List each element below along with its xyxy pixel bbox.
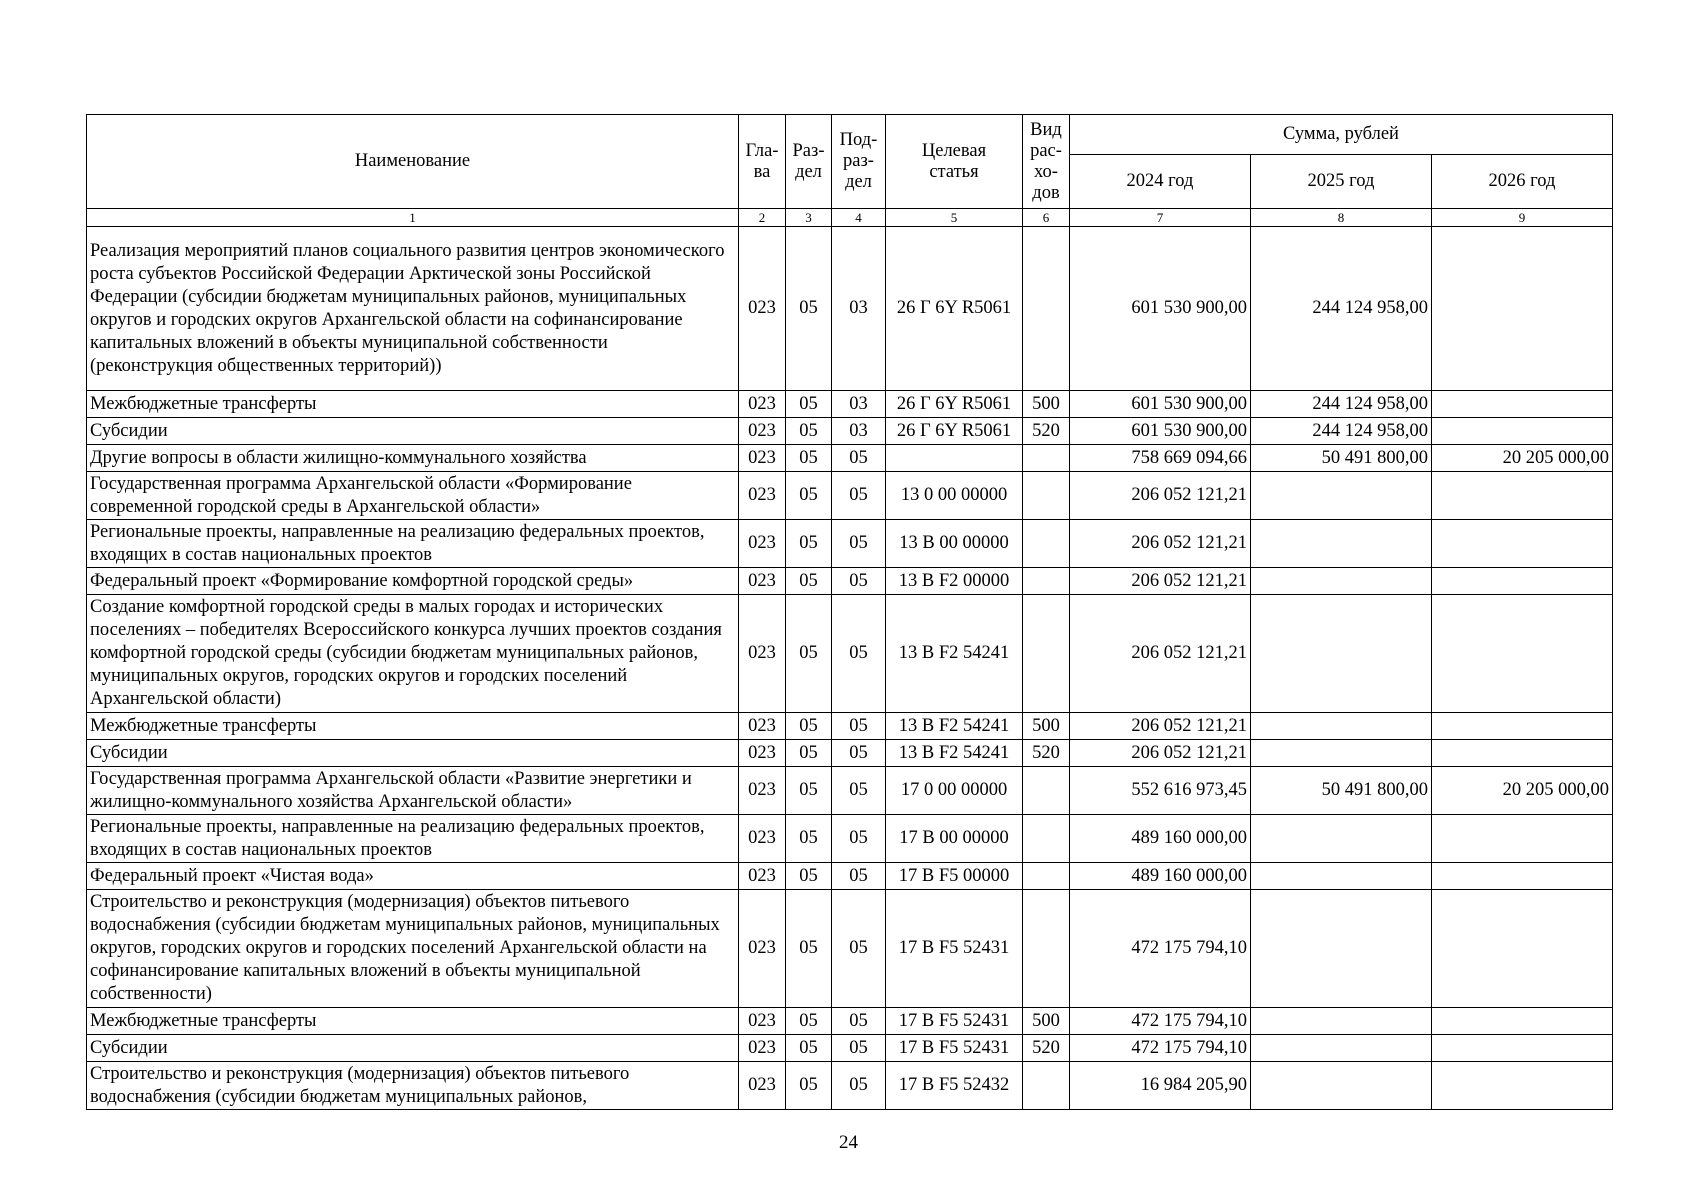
row-glava: 023 — [739, 472, 786, 520]
row-razdel: 05 — [786, 227, 832, 391]
row-name: Межбюджетные трансферты — [87, 1008, 739, 1035]
row-2025: 244 124 958,00 — [1251, 391, 1432, 418]
row-celevaya — [886, 445, 1023, 472]
row-celevaya: 13 0 00 00000 — [886, 472, 1023, 520]
table-row — [87, 445, 1613, 472]
row-vid — [1023, 1062, 1070, 1110]
row-2026 — [1432, 227, 1613, 391]
row-vid — [1023, 472, 1070, 520]
row-razdel: 05 — [786, 568, 832, 595]
row-name: Строительство и реконструкция (модернизация) объектов питьевого водоснабжения (субсидии бюджетам муниципальных районов, муниципальных округов, городских округов и городских поселений Архангельской области на софинансирование капитальных вложений в объекты муниципальной собственности) — [87, 890, 739, 1008]
row-podrazdel: 05 — [832, 1062, 886, 1110]
row-razdel: 05 — [786, 815, 832, 863]
row-vid — [1023, 227, 1070, 391]
table-row — [87, 890, 1613, 1008]
row-vid: 520 — [1023, 740, 1070, 767]
row-2025 — [1251, 863, 1432, 890]
row-2024: 206 052 121,21 — [1070, 713, 1251, 740]
table-row — [87, 391, 1613, 418]
row-2026 — [1432, 1035, 1613, 1062]
row-name: Реализация мероприятий планов социального развития центров экономического роста субъектов Российской Федерации Арктической зоны Российской Федерации (субсидии бюджетам муниципальных районов, муниципальных округов и городских округов Архангельской области на софинансирование капитальных вложений в объекты муниципальной собственности (реконструкция общественных территорий)) — [87, 227, 739, 391]
table-row — [87, 520, 1613, 568]
budget-table — [86, 114, 1613, 1110]
row-2026: 20 205 000,00 — [1432, 445, 1613, 472]
header-podrazdel: Под- раз- дел — [832, 115, 886, 209]
table-row — [87, 1062, 1613, 1110]
row-razdel: 05 — [786, 767, 832, 815]
row-2024: 206 052 121,21 — [1070, 568, 1251, 595]
row-name: Государственная программа Архангельской области «Развитие энергетики и жилищно-коммунального хозяйства Архангельской области» — [87, 767, 739, 815]
row-name: Строительство и реконструкция (модернизация) объектов питьевого водоснабжения (субсидии бюджетам муниципальных районов, — [87, 1062, 739, 1110]
column-number-row — [87, 209, 1613, 227]
column-number: 5 — [886, 209, 1023, 227]
row-podrazdel: 03 — [832, 227, 886, 391]
row-podrazdel: 03 — [832, 391, 886, 418]
row-2024: 472 175 794,10 — [1070, 1008, 1251, 1035]
row-razdel: 05 — [786, 1008, 832, 1035]
row-2026 — [1432, 740, 1613, 767]
row-2026 — [1432, 391, 1613, 418]
row-razdel: 05 — [786, 418, 832, 445]
row-glava: 023 — [739, 740, 786, 767]
row-2025 — [1251, 1035, 1432, 1062]
table-row — [87, 418, 1613, 445]
column-number: 7 — [1070, 209, 1251, 227]
row-2024: 601 530 900,00 — [1070, 418, 1251, 445]
header-summa: Сумма, рублей — [1070, 115, 1613, 155]
row-glava: 023 — [739, 1062, 786, 1110]
row-2025: 50 491 800,00 — [1251, 767, 1432, 815]
row-glava: 023 — [739, 568, 786, 595]
row-podrazdel: 05 — [832, 568, 886, 595]
row-2024: 489 160 000,00 — [1070, 815, 1251, 863]
row-celevaya: 17 В F5 52431 — [886, 890, 1023, 1008]
row-2026 — [1432, 520, 1613, 568]
row-celevaya: 17 В 00 00000 — [886, 815, 1023, 863]
row-name: Субсидии — [87, 418, 739, 445]
row-2026 — [1432, 890, 1613, 1008]
header-razdel: Раз- дел — [786, 115, 832, 209]
row-vid — [1023, 445, 1070, 472]
row-2026 — [1432, 418, 1613, 445]
row-razdel: 05 — [786, 863, 832, 890]
row-2025 — [1251, 740, 1432, 767]
row-2024: 472 175 794,10 — [1070, 890, 1251, 1008]
row-2025: 244 124 958,00 — [1251, 227, 1432, 391]
row-vid — [1023, 863, 1070, 890]
table-header — [87, 115, 1613, 227]
row-glava: 023 — [739, 595, 786, 713]
table-row — [87, 227, 1613, 391]
row-glava: 023 — [739, 1035, 786, 1062]
row-podrazdel: 05 — [832, 740, 886, 767]
row-vid — [1023, 568, 1070, 595]
row-celevaya: 26 Г 6Y R5061 — [886, 391, 1023, 418]
row-vid — [1023, 595, 1070, 713]
row-celevaya: 26 Г 6Y R5061 — [886, 227, 1023, 391]
row-celevaya: 17 В F5 52431 — [886, 1008, 1023, 1035]
row-celevaya: 13 В F2 54241 — [886, 740, 1023, 767]
row-razdel: 05 — [786, 1062, 832, 1110]
column-number: 6 — [1023, 209, 1070, 227]
row-podrazdel: 05 — [832, 890, 886, 1008]
header-vid: Вид рас- хо- дов — [1023, 115, 1070, 209]
table-row — [87, 568, 1613, 595]
row-2026 — [1432, 713, 1613, 740]
row-glava: 023 — [739, 863, 786, 890]
row-celevaya: 13 В F2 54241 — [886, 713, 1023, 740]
row-2024: 601 530 900,00 — [1070, 391, 1251, 418]
row-name: Субсидии — [87, 1035, 739, 1062]
row-name: Другие вопросы в области жилищно-коммунального хозяйства — [87, 445, 739, 472]
row-glava: 023 — [739, 520, 786, 568]
row-glava: 023 — [739, 227, 786, 391]
row-podrazdel: 05 — [832, 472, 886, 520]
row-2024: 206 052 121,21 — [1070, 595, 1251, 713]
header-2024: 2024 год — [1070, 155, 1251, 209]
table-row — [87, 863, 1613, 890]
row-glava: 023 — [739, 391, 786, 418]
row-celevaya: 17 В F5 52432 — [886, 1062, 1023, 1110]
row-razdel: 05 — [786, 1035, 832, 1062]
table-row — [87, 1008, 1613, 1035]
row-2025 — [1251, 815, 1432, 863]
header-2025: 2025 год — [1251, 155, 1432, 209]
header-celevaya: Целевая статья — [886, 115, 1023, 209]
row-name: Федеральный проект «Формирование комфортной городской среды» — [87, 568, 739, 595]
row-2024: 206 052 121,21 — [1070, 472, 1251, 520]
row-2024: 758 669 094,66 — [1070, 445, 1251, 472]
row-podrazdel: 05 — [832, 767, 886, 815]
row-glava: 023 — [739, 890, 786, 1008]
row-celevaya: 17 0 00 00000 — [886, 767, 1023, 815]
row-2024: 206 052 121,21 — [1070, 740, 1251, 767]
row-2024: 16 984 205,90 — [1070, 1062, 1251, 1110]
row-2024: 489 160 000,00 — [1070, 863, 1251, 890]
row-2026 — [1432, 472, 1613, 520]
row-2025 — [1251, 1062, 1432, 1110]
row-2025: 50 491 800,00 — [1251, 445, 1432, 472]
row-celevaya: 13 В F2 54241 — [886, 595, 1023, 713]
row-podrazdel: 05 — [832, 815, 886, 863]
table-row — [87, 595, 1613, 713]
row-vid: 500 — [1023, 713, 1070, 740]
table-row — [87, 472, 1613, 520]
table-row — [87, 767, 1613, 815]
row-podrazdel: 05 — [832, 520, 886, 568]
column-number: 8 — [1251, 209, 1432, 227]
row-vid: 500 — [1023, 391, 1070, 418]
row-podrazdel: 05 — [832, 1035, 886, 1062]
row-podrazdel: 05 — [832, 863, 886, 890]
row-vid: 500 — [1023, 1008, 1070, 1035]
row-vid — [1023, 767, 1070, 815]
row-2025: 244 124 958,00 — [1251, 418, 1432, 445]
row-name: Региональные проекты, направленные на реализацию федеральных проектов, входящих в состав национальных проектов — [87, 815, 739, 863]
row-name: Субсидии — [87, 740, 739, 767]
row-celevaya: 13 В 00 00000 — [886, 520, 1023, 568]
row-2025 — [1251, 1008, 1432, 1035]
row-razdel: 05 — [786, 472, 832, 520]
row-podrazdel: 03 — [832, 418, 886, 445]
table-body — [87, 227, 1613, 1110]
column-number: 4 — [832, 209, 886, 227]
row-2024: 472 175 794,10 — [1070, 1035, 1251, 1062]
row-razdel: 05 — [786, 595, 832, 713]
row-glava: 023 — [739, 713, 786, 740]
column-number: 9 — [1432, 209, 1613, 227]
row-podrazdel: 05 — [832, 595, 886, 713]
row-glava: 023 — [739, 815, 786, 863]
row-podrazdel: 05 — [832, 445, 886, 472]
row-2024: 601 530 900,00 — [1070, 227, 1251, 391]
row-2026: 20 205 000,00 — [1432, 767, 1613, 815]
row-name: Государственная программа Архангельской области «Формирование современной городской среды в Архангельской области» — [87, 472, 739, 520]
row-2025 — [1251, 713, 1432, 740]
row-2026 — [1432, 815, 1613, 863]
row-vid — [1023, 890, 1070, 1008]
row-name: Создание комфортной городской среды в малых городах и исторических поселениях – победителях Всероссийского конкурса лучших проектов создания комфортной городской среды (субсидии бюджетам муниципальных районов, муниципальных округов, городских округов и городских поселений Архангельской области) — [87, 595, 739, 713]
row-razdel: 05 — [786, 740, 832, 767]
header-2026: 2026 год — [1432, 155, 1613, 209]
header-name: Наименование — [87, 115, 739, 209]
row-2025 — [1251, 520, 1432, 568]
row-2026 — [1432, 1008, 1613, 1035]
page-number: 24 — [839, 1132, 858, 1153]
row-glava: 023 — [739, 418, 786, 445]
row-vid: 520 — [1023, 1035, 1070, 1062]
column-number: 2 — [739, 209, 786, 227]
row-name: Региональные проекты, направленные на реализацию федеральных проектов, входящих в состав национальных проектов — [87, 520, 739, 568]
header-glava: Гла- ва — [739, 115, 786, 209]
row-2026 — [1432, 863, 1613, 890]
row-2026 — [1432, 1062, 1613, 1110]
row-2025 — [1251, 890, 1432, 1008]
row-2024: 552 616 973,45 — [1070, 767, 1251, 815]
table-row — [87, 740, 1613, 767]
row-2026 — [1432, 595, 1613, 713]
row-podrazdel: 05 — [832, 713, 886, 740]
table-row — [87, 713, 1613, 740]
row-2025 — [1251, 472, 1432, 520]
row-celevaya: 17 В F5 00000 — [886, 863, 1023, 890]
row-2024: 206 052 121,21 — [1070, 520, 1251, 568]
row-razdel: 05 — [786, 890, 832, 1008]
row-razdel: 05 — [786, 520, 832, 568]
row-celevaya: 17 В F5 52431 — [886, 1035, 1023, 1062]
row-name: Межбюджетные трансферты — [87, 391, 739, 418]
column-number: 3 — [786, 209, 832, 227]
row-vid — [1023, 815, 1070, 863]
row-celevaya: 26 Г 6Y R5061 — [886, 418, 1023, 445]
row-2025 — [1251, 595, 1432, 713]
row-razdel: 05 — [786, 445, 832, 472]
row-razdel: 05 — [786, 713, 832, 740]
row-glava: 023 — [739, 767, 786, 815]
row-2026 — [1432, 568, 1613, 595]
row-name: Федеральный проект «Чистая вода» — [87, 863, 739, 890]
row-name: Межбюджетные трансферты — [87, 713, 739, 740]
row-razdel: 05 — [786, 391, 832, 418]
row-glava: 023 — [739, 1008, 786, 1035]
table-row — [87, 1035, 1613, 1062]
row-glava: 023 — [739, 445, 786, 472]
row-2025 — [1251, 568, 1432, 595]
row-vid: 520 — [1023, 418, 1070, 445]
row-vid — [1023, 520, 1070, 568]
table-row — [87, 815, 1613, 863]
column-number: 1 — [87, 209, 739, 227]
row-celevaya: 13 В F2 00000 — [886, 568, 1023, 595]
row-podrazdel: 05 — [832, 1008, 886, 1035]
